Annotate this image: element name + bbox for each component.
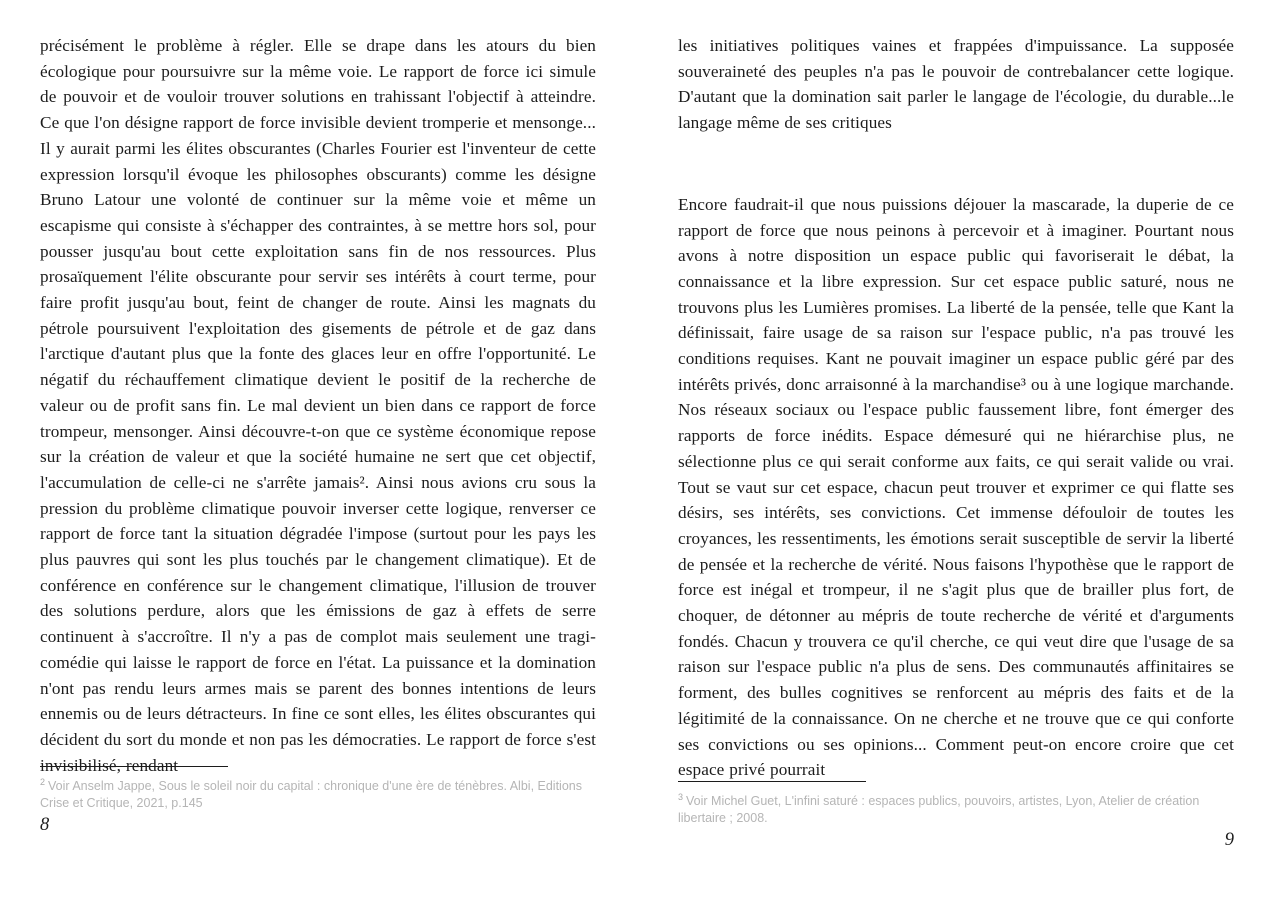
footnote-marker: 2 xyxy=(40,777,46,787)
page-9 xyxy=(678,33,1234,893)
footnote-rule xyxy=(40,766,228,767)
footnote xyxy=(40,774,596,812)
page-9-footnote-area xyxy=(678,781,1234,851)
footnote-marker: 3 xyxy=(678,792,684,802)
page-9-body xyxy=(678,33,1234,783)
page-number-left: 8 xyxy=(40,815,50,836)
page-8-footnote-area xyxy=(40,766,596,836)
body-paragraph: précisément le problème à régler. Elle se drape dans les atours du bien écologique pour poursuivre sur la même voie. Le rapport de force ici simule de pouvoir et de vouloir trouver solutions en trahissant l'objectif à atteindre. Ce que l'on désigne rapport de force invisible devient tromperie et mensonge... Il y aurait parmi les élites obscurantes (Charles Fourier est l'inventeur de cette expression lorsqu'il évoque les philosophes obscurants) comme les désigne Bruno Latour une volonté de continuer sur la même voie et même un escapisme qui consiste à s'échapper des contraintes, à se mettre hors sol, pour pousser jusqu'au bout cette exploitation sans fin de nos ressources. Plus prosaïquement l'élite obscurante pour servir ses intérêts à court terme, pour faire profit jusqu'au bout, feint de changer de route. Ainsi les magnats du pétrole poursuivent l'exploitation des gisements de pétrole et de gaz dans l'arctique d'autant plus que la fonte des glaces leur en offre l'opportunité. Le négatif du réchauffement climatique devient le positif de la recherche de valeur ou de profit sans fin. Le mal devient un bien dans ce rapport de force trompeur, mensonger. Ainsi découvre-t-on que ce système économique repose sur la création de valeur et que la société humaine ne sert que cet objectif, l'accumulation de celle-ci ne s'arrête jamais². Ainsi nous avions cru sous la pression du problème climatique pouvoir inverser cette logique, renverser ce rapport de force tant la situation dégradée l'impose (surtout pour les pays les plus pauvres qui sont les plus touchés par le changement climatique). Et de conférence en conférence sur le changement climatique, l'illusion de trouver des solutions perdure, alors que les émissions de gaz à effets de serre continuent à s'accroître. Il n'y a pas de complot mais seulement une tragi-comédie qui laisse le rapport de force en l'état. La puissance et la domination n'ont pas rendu leurs armes mais se parent des bonnes intentions de leurs ennemis ou de leurs détracteurs. In fine ce sont elles, les élites obscurantes qui décident du sort du monde et non pas les démocraties. Le rapport de force s'est invisibilisé, rendant xyxy=(40,36,596,775)
footnote-rule xyxy=(678,781,866,782)
footnote-text: Voir Michel Guet, L'infini saturé : espaces publics, pouvoirs, artistes, Lyon, Atelier de création libertaire ; 2008. xyxy=(678,794,1200,826)
body-paragraph: les initiatives politiques vaines et frappées d'impuissance. La supposée souveraineté des peuples n'a pas le pouvoir de contrebalancer cette logique. D'autant que la domination sait parler le langage de l'écologie, du durable...le langage même de ses critiques xyxy=(678,36,1234,133)
footnote-text: Voir Anselm Jappe, Sous le soleil noir du capital : chronique d'une ère de ténèbres. Albi, Editions Crise et Critique, 2021, p.145 xyxy=(40,779,582,811)
footnote xyxy=(678,789,1234,827)
page-8 xyxy=(40,33,596,893)
page-number-right: 9 xyxy=(1224,830,1234,851)
page-8-body xyxy=(40,33,596,778)
body-paragraph: Encore faudrait-il que nous puissions déjouer la mascarade, la duperie de ce rapport de force que nous peinons à percevoir et à imaginer. Pourtant nous avons à notre disposition un espace public qui favoriserait le débat, la connaissance et la libre expression. Sur cet espace public saturé, nous ne trouvons plus les Lumières promises. La liberté de la pensée, telle que Kant la définissait, faire usage de sa raison sur l'espace public, n'a pas trouvé les conditions requises. Kant ne pouvait imaginer un espace public géré par des intérêts privés, donc arraisonné à la marchandise³ ou à une logique marchande. Nos réseaux sociaux ou l'espace public faussement libre, font émerger des rapports de force inédits. Espace démesuré qui ne hiérarchise plus, ne sélectionne plus ce qui serait conforme aux faits, ce qui serait valide ou vrai. Tout se vaut sur cet espace, chacun peut trouver et exprimer ce qui flatte ses désirs, ses intérêts, ses convictions. Cet immense défouloir de toutes les croyances, les ressentiments, les émotions serait susceptible de servir la liberté de pensée et la recherche de vérité. Nous faisons l'hypothèse que le rapport de force est inégal et trompeur, il ne s'agit plus que de brailler plus fort, de choquer, de détonner au mépris de toute recherche de vérité et d'arguments fondés. Chacun y trouvera ce qu'il cherche, ce qui veut dire que l'usage de sa raison sur l'espace public n'a plus de sens. Des communautés affinitaires se forment, des bulles cognitives se renforcent au mépris des faits et de la légitimité de la connaissance. On ne cherche et ne trouve que ce qui conforte ses convictions ou ses opinions... Comment peut-on encore croire que cet espace privé pourrait xyxy=(678,194,1234,780)
